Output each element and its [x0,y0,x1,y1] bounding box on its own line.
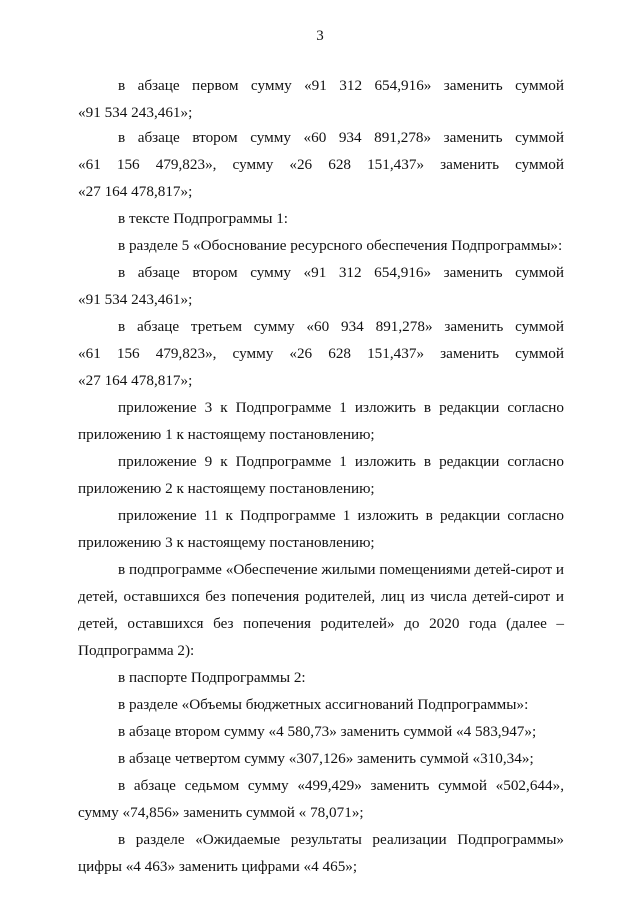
text-line: в подпрограмме «Обеспечение жилыми помещениями детей-сирот и [118,561,564,578]
text-line: в абзаце третьем сумму «60 934 891,278» заменить суммой [118,318,564,335]
text-line: приложению 1 к настоящему постановлению; [78,426,375,443]
text-line: приложение 11 к Подпрограмме 1 изложить в редакции согласно [118,507,564,524]
text-line: приложению 3 к настоящему постановлению; [78,534,375,551]
text-line: детей, оставшихся без попечения родителей, лиц из числа детей-сирот и [78,588,564,605]
text-line: в абзаце втором сумму «91 312 654,916» заменить суммой [118,264,564,281]
text-line: в паспорте Подпрограммы 2: [118,669,306,686]
text-line: «61 156 479,823», сумму «26 628 151,437» заменить суммой [78,345,564,362]
text-line: Подпрограмма 2): [78,642,195,659]
text-line: детей, оставшихся без попечения родителей» до 2020 года (далее – [78,615,564,632]
text-line: в абзаце четвертом сумму «307,126» заменить суммой «310,34»; [118,750,534,767]
text-line: в разделе «Объемы бюджетных ассигнований Подпрограммы»: [118,696,529,713]
page-number: 3 [316,28,324,44]
text-line: в разделе 5 «Обоснование ресурсного обеспечения Подпрограммы»: [118,237,563,254]
text-line: «91 534 243,461»; [78,291,193,308]
text-line: «91 534 243,461»; [78,104,193,121]
text-line: приложение 3 к Подпрограмме 1 изложить в редакции согласно [118,399,564,416]
text-line: «27 164 478,817»; [78,372,193,389]
text-line: «27 164 478,817»; [78,183,193,200]
text-line: в абзаце седьмом сумму «499,429» заменить суммой «502,644», [118,777,564,794]
text-line: приложение 9 к Подпрограмме 1 изложить в редакции согласно [118,453,564,470]
text-line: в тексте Подпрограммы 1: [118,210,289,227]
text-line: «61 156 479,823», сумму «26 628 151,437» заменить суммой [78,156,564,173]
text-line: приложению 2 к настоящему постановлению; [78,480,375,497]
text-line: в абзаце первом сумму «91 312 654,916» заменить суммой [118,77,564,94]
text-line: сумму «74,856» заменить суммой « 78,071»; [78,804,364,821]
text-line: в абзаце втором сумму «60 934 891,278» заменить суммой [118,129,564,146]
text-line: в разделе «Ожидаемые результаты реализации Подпрограммы» [118,831,564,848]
text-line: в абзаце втором сумму «4 580,73» заменить суммой «4 583,947»; [118,723,537,740]
text-line: цифры «4 463» заменить цифрами «4 465»; [78,858,358,875]
